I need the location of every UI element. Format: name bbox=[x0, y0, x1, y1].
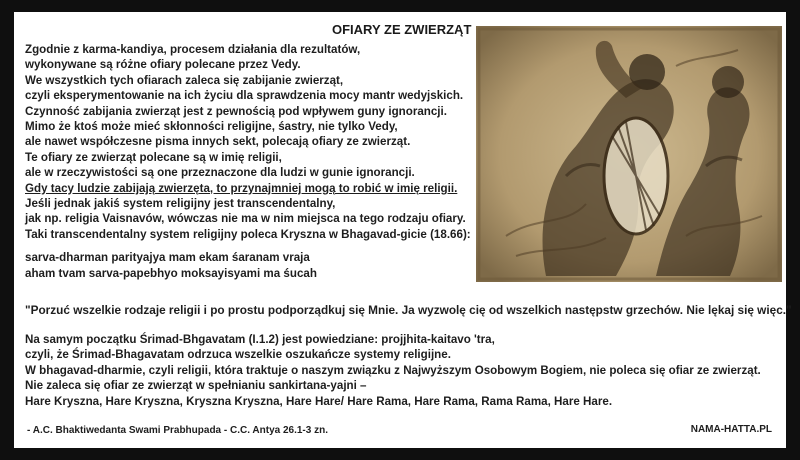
text-line: Mimo że ktoś może mieć skłonności religijne, śastry, nie tylko Vedy, bbox=[25, 120, 398, 134]
main-text bbox=[25, 42, 505, 281]
text-line: Nie zaleca się ofiar ze zwierząt w spełnianiu sankirtana-yajni – bbox=[25, 379, 367, 393]
underlined-text-line: Gdy tacy ludzie zabijają zwierzęta, to przynajmniej mogą to robić w imię religii. bbox=[25, 181, 458, 195]
text-line: czyli eksperymentowanie na ich życiu dla sprawdzenia mocy mantr wedyjskich. bbox=[25, 89, 464, 103]
closing-text bbox=[25, 332, 775, 409]
site-watermark: NAMA-HATTA.PL bbox=[690, 424, 772, 435]
text-line: jak np. religia Vaisnavów, wówczas nie ma w nim miejsca na tego rodzaju ofiary. bbox=[25, 212, 466, 226]
text-line: Jeśli jednak jakiś system religijny jest transcendentalny, bbox=[25, 197, 336, 211]
text-line: We wszystkich tych ofiarach zaleca się zabijanie zwierząt, bbox=[25, 73, 344, 87]
text-line: czyli, że Śrimad-Bhagavatam odrzuca wszelkie oszukańcze systemy religijne. bbox=[25, 348, 451, 362]
figure-head bbox=[712, 66, 744, 98]
text-line: ale w rzeczywistości są one przeznaczone dla ludzi w gunie ignorancji. bbox=[25, 166, 415, 180]
text-line: Na samym początku Śrimad-Bhgavatam (I.1.2) jest powiedziane: projjhita-kaitavo 'tra, bbox=[25, 333, 495, 346]
content-panel bbox=[14, 12, 792, 448]
author-signature: - A.C. Bhaktiwedanta Swami Prabhupada - C.C. Antya 26.1-3 zn. bbox=[27, 425, 328, 436]
translation-quote: "Porzuć wszelkie rodzaje religii i po prostu podporządkuj się Mnie. Ja wyzwolę cię od wszelkich następstw grzechów. Nie lękaj się więc." bbox=[25, 303, 792, 317]
text-line: ale nawet współczesne pisma innych sekt, polecają ofiary ze zwierząt. bbox=[25, 135, 411, 149]
page-title: OFIARY ZE ZWIERZĄT bbox=[332, 22, 472, 37]
verse-line: aham tvam sarva-papebhyo moksayisyami ma śucah bbox=[25, 266, 317, 280]
mantra-line: Hare Kryszna, Hare Kryszna, Kryszna Kryszna, Hare Hare/ Hare Rama, Hare Rama, Rama Rama, Hare Hare. bbox=[25, 394, 613, 408]
text-line: wykonywane są różne ofiary polecane przez Vedy. bbox=[25, 58, 301, 72]
verse-line: sarva-dharman parityajya mam ekam śaranam vraja bbox=[25, 251, 310, 265]
text-line: Te ofiary ze zwierząt polecane są w imię religii, bbox=[25, 150, 282, 164]
text-line: Zgodnie z karma-kandiya, procesem działania dla rezultatów, bbox=[25, 43, 361, 56]
text-line: W bhagavad-dharmie, czyli religii, która traktuje o naszym związku z Najwyższym Osobowym Bogiem, nie poleca się ofiar ze zwierząt. bbox=[25, 363, 761, 377]
text-line: Czynność zabijania zwierząt jest z pewnością pod wpływem guny ignorancji. bbox=[25, 104, 447, 118]
spacer bbox=[25, 242, 505, 250]
text-line: Taki transcendentalny system religijny poleca Kryszna w Bhagavad-gicie (18.66): bbox=[25, 227, 471, 241]
sepia-illustration bbox=[476, 26, 782, 282]
